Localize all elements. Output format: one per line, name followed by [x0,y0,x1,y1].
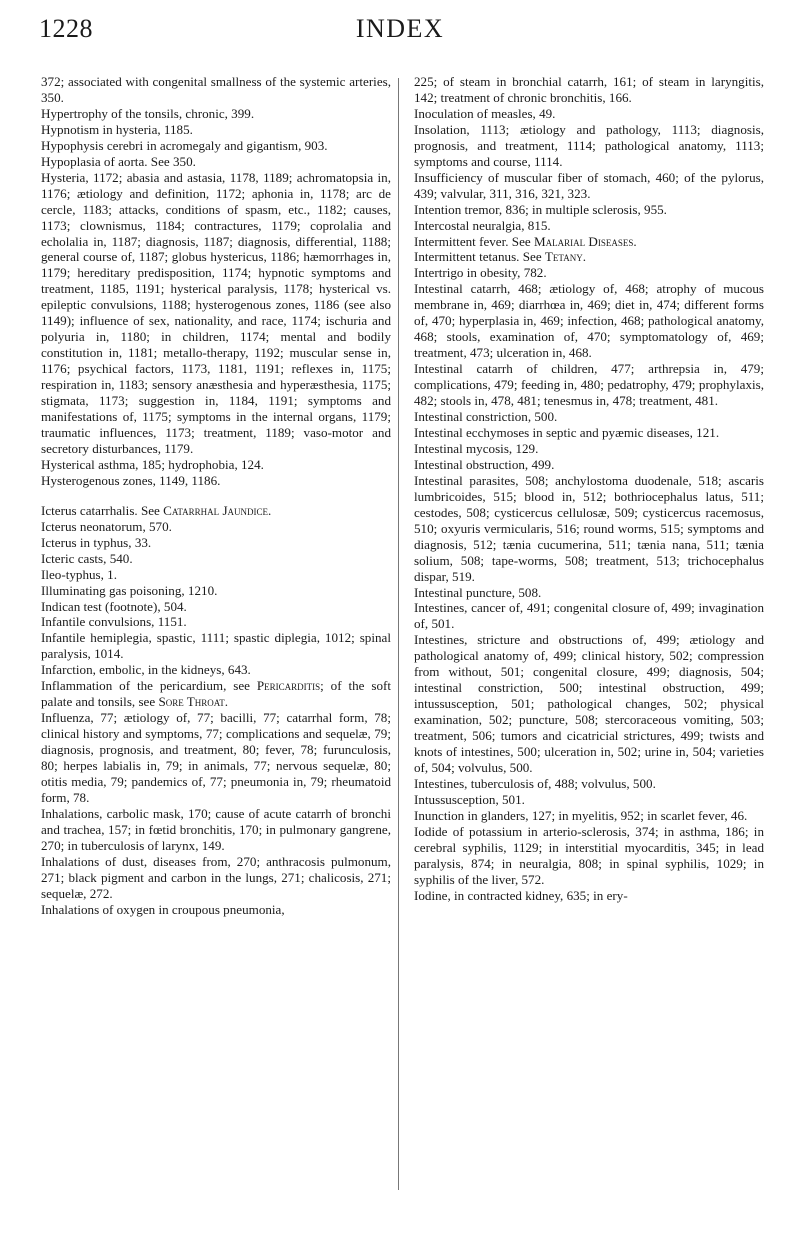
index-entry: Intermittent fever. See Malarial Diseases. [414,233,637,249]
index-entry: Intertrigo in obesity, 782. [414,265,547,281]
index-entry: Intussusception, 501. [414,791,525,807]
index-entry: Hysterogenous zones, 1149, 1186. [41,472,221,488]
index-entry: Intestinal parasites, 508; anchylostoma duodenale, 518; ascaris lumbricoides, 515; blood in, 512; bothriocephalus latus, 511; cestodes, 508; cysticercus cellulosæ, 509; cysticercus racemosus, 510; oxyuris vermicularis, 516; round worms, 515; symptoms and diagnosis, 512; tænia cucumerina, 511; tænia nana, 511; tænia solium, 508; tape-worms, 508; treatment, 513; trichocephalus dispar, 519. [414,472,764,584]
index-entry: Inoculation of measles, 49. [414,105,556,121]
index-entry: Indican test (footnote), 504. [41,598,187,614]
index-entry: Inflammation of the pericardium, see Pericarditis; of the soft palate and tonsils, see Sore Throat. [41,678,391,710]
cross-reference: Tetany [544,249,583,265]
index-entry: Intestinal obstruction, 499. [414,456,555,472]
index-entry: Hysterical asthma, 185; hydrophobia, 124. [41,456,264,472]
index-entry: Inunction in glanders, 127; in myelitis, 952; in scarlet fever, 46. [414,807,748,823]
index-entry: Intention tremor, 836; in multiple sclerosis, 955. [414,201,667,217]
index-entry: Intestinal puncture, 508. [414,584,542,600]
index-entry: Intestinal mycosis, 129. [414,440,539,456]
index-entry: 372; associated with congenital smallness of the systemic arteries, 350. [41,74,391,105]
index-entry: Hypoplasia of aorta. See 350. [41,153,196,169]
index-entry: Infantile hemiplegia, spastic, 1111; spastic diplegia, 1012; spinal paralysis, 1014. [41,630,391,662]
index-entry: Influenza, 77; ætiology of, 77; bacilli, 77; catarrhal form, 78; clinical history and symptoms, 77; complications and sequelæ, 79; diagnosis, prognosis, and treatment, 80; fever, 78; furunculosis, 80; herpes labialis in, 79; in animals, 77; nervous sequelæ, 80; otitis media, 79; pandemics of, 77; pneumonia in, 79; rheumatoid form, 78. [41,710,391,805]
index-entry: 225; of steam in bronchial catarrh, 161; of steam in laryngitis, 142; treatment of chronic bronchitis, 166. [414,74,764,105]
index-entry: Intestines, stricture and obstructions of, 499; ætiology and pathological anatomy of, 499; clinical history, 502; compression from without, 501; congenital closure, 499; diagnosis, 504; intestinal constriction, 500; intestinal obstruction, 499; intussusception, 501; pathological changes, 502; physical examination, 502; puncture, 508; stercoraceous vomiting, 503; treatment, 506; tumors and cicatricial strictures, 499; twists and knots of intestines, 500; ulceration in, 502; urine in, 504; varieties of, 504; volvulus, 500. [414,632,764,775]
index-entry: Inhalations, carbolic mask, 170; cause of acute catarrh of bronchi and trachea, 157; in fœtid bronchitis, 170; in pulmonary gangrene, 270; in tuberculosis of larynx, 149. [41,805,391,853]
cross-reference: Sore Throat [158,694,225,710]
index-entry: Intermittent tetanus. See Tetany. [414,249,586,265]
index-entry: Intestinal constriction, 500. [414,409,558,425]
index-entry: Iodine, in contracted kidney, 635; in ery- [414,887,628,903]
index-column-left [41,74,391,918]
index-entry: Inhalations of dust, diseases from, 270; anthracosis pulmonum, 271; black pigment and carbon in the lungs, 271; chalicosis, 271; sequelæ, 272. [41,853,391,901]
index-column-right [414,74,764,904]
cross-reference: Malarial Diseases [534,233,634,249]
index-entry: Icterus in typhus, 33. [41,534,152,550]
index-entry: Illuminating gas poisoning, 1210. [41,582,218,598]
index-entry: Hypertrophy of the tonsils, chronic, 399. [41,105,255,121]
index-entry: Insufficiency of muscular fiber of stomach, 460; of the pylorus, 439; valvular, 311, 316, 321, 323. [414,169,764,201]
index-entry: Inhalations of oxygen in croupous pneumonia, [41,901,285,917]
cross-reference: Catarrhal Jaundice [163,502,269,518]
cross-reference: Pericarditis [256,678,321,694]
index-entry: Intestines, cancer of, 491; congenital closure of, 499; invagination of, 501. [414,600,764,632]
index-entry: Iodide of potassium in arterio-sclerosis, 374; in asthma, 186; in cerebral syphilis, 1129; in interstitial myocarditis, 345; in lead paralysis, 874; in neuralgia, 808; in spinal syphilis, 1029; in syphilis of the liver, 572. [414,823,764,887]
index-entry: Intestinal ecchymoses in septic and pyæmic diseases, 121. [414,424,720,440]
index-entry: Icteric casts, 540. [41,550,133,566]
index-entry: Intestinal catarrh of children, 477; arthrepsia in, 479; complications, 479; feeding in, 480; pedatrophy, 479; prophylaxis, 482; stools in, 478, 481; tenesmus in, 478; treatment, 481. [414,361,764,409]
index-entry: Icterus neonatorum, 570. [41,518,172,534]
column-divider [398,78,399,1190]
index-entry: Icterus catarrhalis. See Catarrhal Jaundice. [41,502,272,518]
index-entry: Infantile convulsions, 1151. [41,614,187,630]
index-entry: Insolation, 1113; ætiology and pathology, 1113; diagnosis, prognosis, and treatment, 1114; pathological anatomy, 1113; symptoms and course, 1114. [414,121,764,169]
page-number: 1228 [39,14,93,43]
index-entry: Intercostal neuralgia, 815. [414,217,551,233]
index-entry: Intestines, tuberculosis of, 488; volvulus, 500. [414,775,656,791]
index-entry: Hypophysis cerebri in acromegaly and gigantism, 903. [41,137,328,153]
section-gap [41,489,391,503]
running-title: INDEX [355,14,445,43]
index-entry: Hysteria, 1172; abasia and astasia, 1178, 1189; achromatopsia in, 1176; ætiology and definition, 1172; aphonia in, 1178; arc de cercle, 1183; attacks, conditions of spasm, etc., 1182; causes, 1173; clownismus, 1184; contractures, 1179; coprolalia and echolalia in, 1187; diagnosis, 1187; diagnosis, differential, 1188; general course of, 1187; globus hystericus, 1186; hæmorrhages in, 1179; hereditary predisposition, 1174; hypnotic symptoms and treatment, 1185, 1191; hysterical paralysis, 1178; hysterical vs. epileptic convulsions, 1188; hysterogenous zones, 1186 (see also 1149); influence of sex, nationality, and race, 1174; ischuria and polyuria in, 1180; in children, 1174; mental and bodily constitution in, 1181; metallo-therapy, 1192; muscular sense in, 1176; psychical factors, 1173, 1181, 1191; reflexes in, 1175; respiration in, 1183; sensory anæsthesia and hyperæsthesia, 1175; stigmata, 1173; suggestion in, 1184, 1191; symptoms and manifestations of, 1175; symptoms in the internal organs, 1179; traumatic influences, 1173; treatment, 1189; vaso-motor and secretory disturbances, 1179. [41,169,391,456]
page-header [0,14,800,50]
index-entry: Hypnotism in hysteria, 1185. [41,121,193,137]
index-entry: Intestinal catarrh, 468; ætiology of, 468; atrophy of mucous membrane in, 469; diarrhœa in, 469; diet in, 474; different forms of, 470; hyperplasia in, 469; infection, 468; pathological anatomy, 468; stools, examination of, 470; symptomatology of, 469; treatment, 473; ulceration in, 468. [414,281,764,361]
index-entry: Infarction, embolic, in the kidneys, 643. [41,662,251,678]
index-entry: Ileo-typhus, 1. [41,566,118,582]
